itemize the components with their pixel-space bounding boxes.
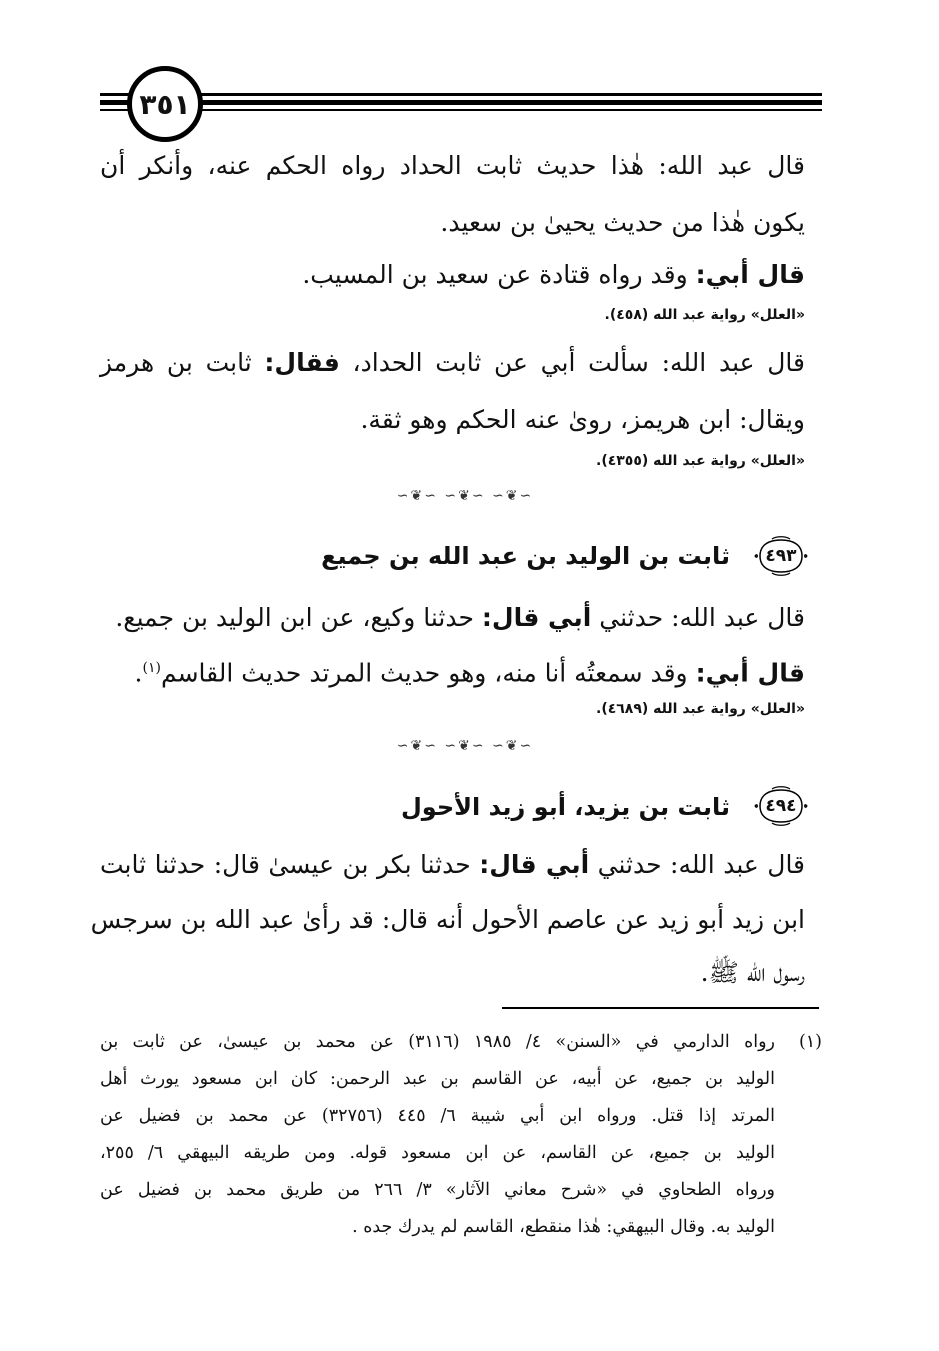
header-rule-top bbox=[100, 93, 822, 96]
entry493-text-a: قال عبد الله: حدثني bbox=[591, 603, 805, 632]
entry494-line-2: ابن زيد أبو زيد عن عاصم الأحول أنه قال: قد رأىٰ عبد الله بن سرجس bbox=[90, 905, 805, 934]
block2-text-b: ثابت بن هرمز bbox=[100, 348, 265, 377]
entry494-text-b: حدثنا بكر بن عيسىٰ قال: حدثنا ثابت bbox=[100, 850, 480, 879]
abi-label-2: قال أبي: bbox=[695, 658, 805, 688]
abi-qal-label: أبي قال: bbox=[481, 603, 592, 632]
header-rule-thin bbox=[100, 109, 822, 111]
source-citation-3: «العلل» رواية عبد الله (٤٦٨٩). bbox=[596, 701, 805, 717]
entry493-line-1 bbox=[100, 598, 805, 638]
footnote-line-2: الوليد بن جميع، عن أبيه، عن القاسم بن عبد الرحمن: كان ابن مسعود يورث أهل bbox=[100, 1069, 775, 1089]
footnote-mark: (١) bbox=[798, 1032, 822, 1052]
entry-title-2: ثابت بن يزيد، أبو زيد الأحول bbox=[400, 793, 730, 821]
footnote-line-3: المرتد إذا قتل. ورواه ابن أبي شيبة ٦/ ٤٤٥ (٣٢٧٥٦) عن محمد بن فضيل عن bbox=[100, 1106, 775, 1126]
footnote-separator bbox=[502, 1007, 819, 1009]
footnote-line-4: الوليد بن جميع، عن القاسم، عن ابن مسعود قوله. ومن طريقه البيهقي ٦/ ٢٥٥، bbox=[100, 1143, 775, 1163]
entry-number-2: ٤٩٤ bbox=[765, 796, 797, 816]
entry493-text-b: حدثنا وكيع، عن ابن الوليد بن جميع. bbox=[115, 603, 482, 632]
block2-line-2: ويقال: ابن هريمز، رویٰ عنه الحكم وهو ثقة. bbox=[360, 405, 805, 434]
abi-label: قال أبي: bbox=[695, 260, 805, 289]
entry493-period: . bbox=[134, 658, 143, 688]
page-number: ٣٥١ bbox=[139, 87, 191, 121]
footnote-line-6: الوليد به. وقال البيهقي: هٰذا منقطع، القاسم لم يدرك جده . bbox=[352, 1217, 775, 1237]
entry493-line-2 bbox=[100, 648, 805, 693]
header-rule-bottom bbox=[100, 100, 822, 105]
source-citation-1: «العلل» رواية عبد الله (٤٥٨). bbox=[604, 307, 805, 323]
block2-text-a: قال عبد الله: سألت أبي عن ثابت الحداد، bbox=[339, 348, 805, 377]
page-number-oval bbox=[127, 66, 203, 142]
entry-number: ٤٩٣ bbox=[765, 546, 797, 566]
entry494-line-1 bbox=[100, 845, 805, 885]
section-divider-ornament-2: ∽❦∽ ∽❦∽ ∽❦∽ bbox=[396, 738, 534, 754]
entry493-text-c: وقد سمعتُه أنا منه، وهو حديث المرتد حديث القاسم bbox=[160, 658, 696, 688]
faqal-label: فقال: bbox=[264, 348, 340, 377]
entry494-text-a: قال عبد الله: حدثني bbox=[589, 850, 806, 879]
section-divider-ornament: ∽❦∽ ∽❦∽ ∽❦∽ bbox=[396, 488, 534, 504]
entry-number-badge-2 bbox=[752, 784, 810, 828]
block1-line-3 bbox=[100, 255, 805, 295]
abi-text: وقد رواه قتادة عن سعيد بن المسيب. bbox=[302, 260, 696, 289]
entry-number-badge bbox=[752, 534, 810, 578]
source-citation-2: «العلل» رواية عبد الله (٤٣٥٥). bbox=[596, 453, 805, 469]
entry-title: ثابت بن الوليد بن عبد الله بن جميع bbox=[321, 542, 730, 570]
entry494-line-3: رسول الله ﷺ. bbox=[700, 958, 805, 987]
block1-line-1: قال عبد الله: هٰذا حديث ثابت الحداد رواه الحكم عنه، وأنكر أن bbox=[100, 151, 805, 180]
footnote-line-1: رواه الدارمي في «السنن» ٤/ ١٩٨٥ (٣١١٦) عن محمد بن عيسىٰ، عن ثابت بن bbox=[100, 1032, 775, 1052]
block1-line-2: يكون هٰذا من حديث يحيىٰ بن سعيد. bbox=[440, 208, 805, 237]
footnote-ref[interactable]: (١) bbox=[142, 660, 161, 676]
abi-qal-label-2: أبي قال: bbox=[479, 850, 590, 879]
block2-line-1 bbox=[100, 343, 805, 383]
footnote-line-5: ورواه الطحاوي في «شرح معاني الآثار» ٣/ ٢٦٦ من طريق محمد بن فضيل عن bbox=[100, 1180, 775, 1200]
